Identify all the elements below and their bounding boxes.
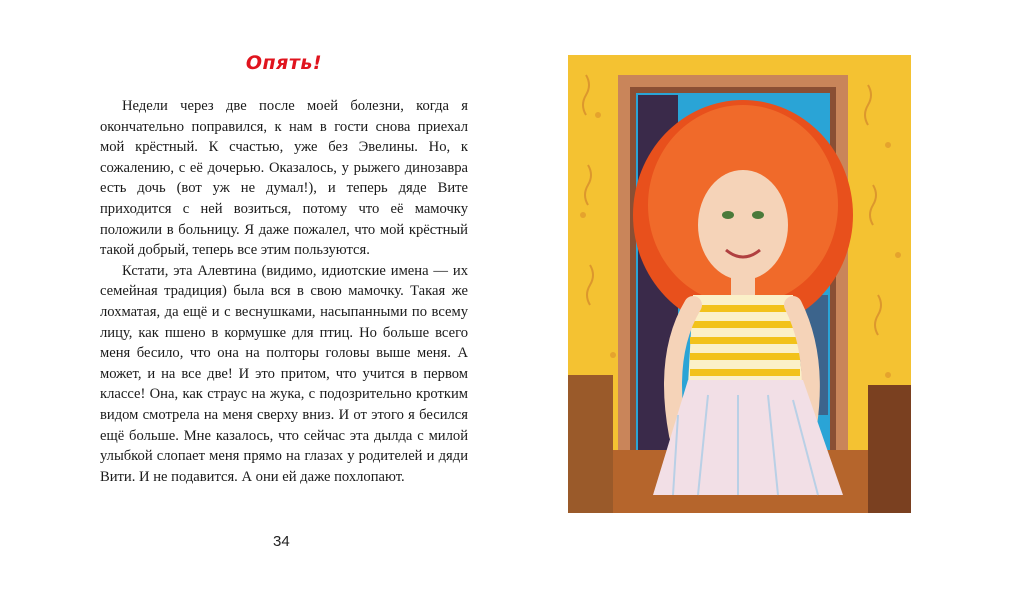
- paragraph-1: Недели через две после моей болезни, когда я окончательно поправился, к нам в гости снова приехал мой крёстный. К счастью, уже без Эвелины. Но, к сожалению, с её дочерью. Оказалось, у рыжего динозавра есть дочь (вот уж не думал!), и теперь дяде Вите приходится с ней возиться, потому что её мамочку положили в больницу. Я даже пожалел, что мой крёстный такой добрый, теперь все этим пользуются.: [100, 98, 468, 259]
- paragraph-2: Кстати, эта Алевтина (видимо, идиотские имена — их семейная традиция) была вся в свою мамочку. Такая же лохматая, да ещё и с веснушками, насыпанными по всему лицу, как пшено в кормушке для птиц. Но больше всего меня бесило, что она на полторы головы выше меня. А может, и на все две! И это притом, что учится в первом классе! Она, как страус на жука, с подозрительно кротким видом смотрела на меня сверху вниз. И от этого я бесился ещё больше. Мне казалось, что сейчас эта дылда с милой улыбкой слопает меня прямо на глазах у родителей и дяди Вити. И не подавится. А они ей даже похлопают.: [100, 262, 468, 485]
- illustration-girl-in-doorway: [568, 55, 911, 513]
- page-number: 34: [273, 533, 290, 550]
- girl-face: [698, 170, 788, 280]
- text-page: [100, 52, 468, 487]
- chapter-title: Опять!: [245, 52, 323, 74]
